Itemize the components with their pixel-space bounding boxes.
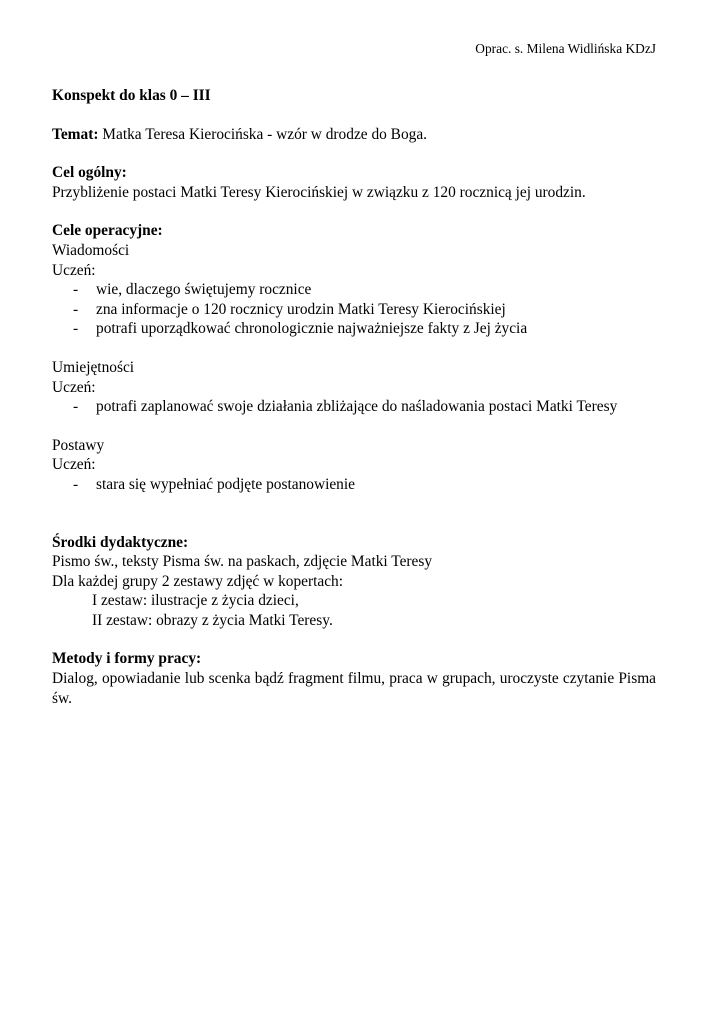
knowledge-student-label: Uczeń:: [52, 261, 96, 279]
attitudes-student-label: Uczeń:: [52, 456, 96, 474]
teaching-aids-set2: II zestaw: obrazy z życia Matki Teresy.: [92, 611, 333, 629]
topic-text: Matka Teresa Kierocińska - wzór w drodze do Boga.: [98, 125, 428, 143]
topic-label: Temat:: [52, 125, 99, 143]
knowledge-list: [52, 280, 656, 339]
operational-goals-heading: Cele operacyjne:: [52, 222, 163, 240]
topic-line: [52, 125, 656, 145]
attitudes-list: [52, 475, 656, 495]
methods-heading: Metody i formy pracy:: [52, 650, 202, 668]
attitudes-label: Postawy: [52, 436, 105, 454]
list-item: - stara się wypełniać podjęte postanowienie: [73, 475, 355, 493]
general-goal-heading: Cel ogólny:: [52, 164, 127, 182]
header-author-note: Oprac. s. Milena Widlińska KDzJ: [475, 41, 656, 56]
teaching-aids-line1: Pismo św., teksty Pisma św. na paskach, zdjęcie Matki Teresy: [52, 553, 433, 571]
document-content: [52, 86, 656, 708]
document-title: Konspekt do klas 0 – III: [52, 87, 211, 104]
skills-list: [52, 397, 656, 417]
general-goal-text: Przybliżenie postaci Matki Teresy Kierocińskiej w związku z 120 rocznicą jej urodzin.: [52, 183, 586, 201]
teaching-aids-heading: Środki dydaktyczne:: [52, 533, 189, 551]
list-item: - potrafi zaplanować swoje działania zbliżające do naśladowania postaci Matki Teresy: [73, 398, 618, 416]
list-item: - potrafi uporządkować chronologicznie najważniejsze fakty z Jej życia: [73, 320, 528, 338]
skills-label: Umiejętności: [52, 358, 135, 376]
methods-text: Dialog, opowiadanie lub scenka bądź fragment filmu, praca w grupach, uroczyste czytanie Pisma św.: [52, 670, 656, 707]
knowledge-label: Wiadomości: [52, 241, 130, 259]
teaching-aids-set1: I zestaw: ilustracje z życia dzieci,: [92, 592, 299, 610]
teaching-aids-line2: Dla każdej grupy 2 zestawy zdjęć w kopertach:: [52, 572, 344, 590]
list-item: - wie, dlaczego świętujemy rocznice: [73, 281, 312, 299]
skills-student-label: Uczeń:: [52, 378, 96, 396]
list-item: - zna informacje o 120 rocznicy urodzin Matki Teresy Kierocińskiej: [73, 300, 506, 318]
